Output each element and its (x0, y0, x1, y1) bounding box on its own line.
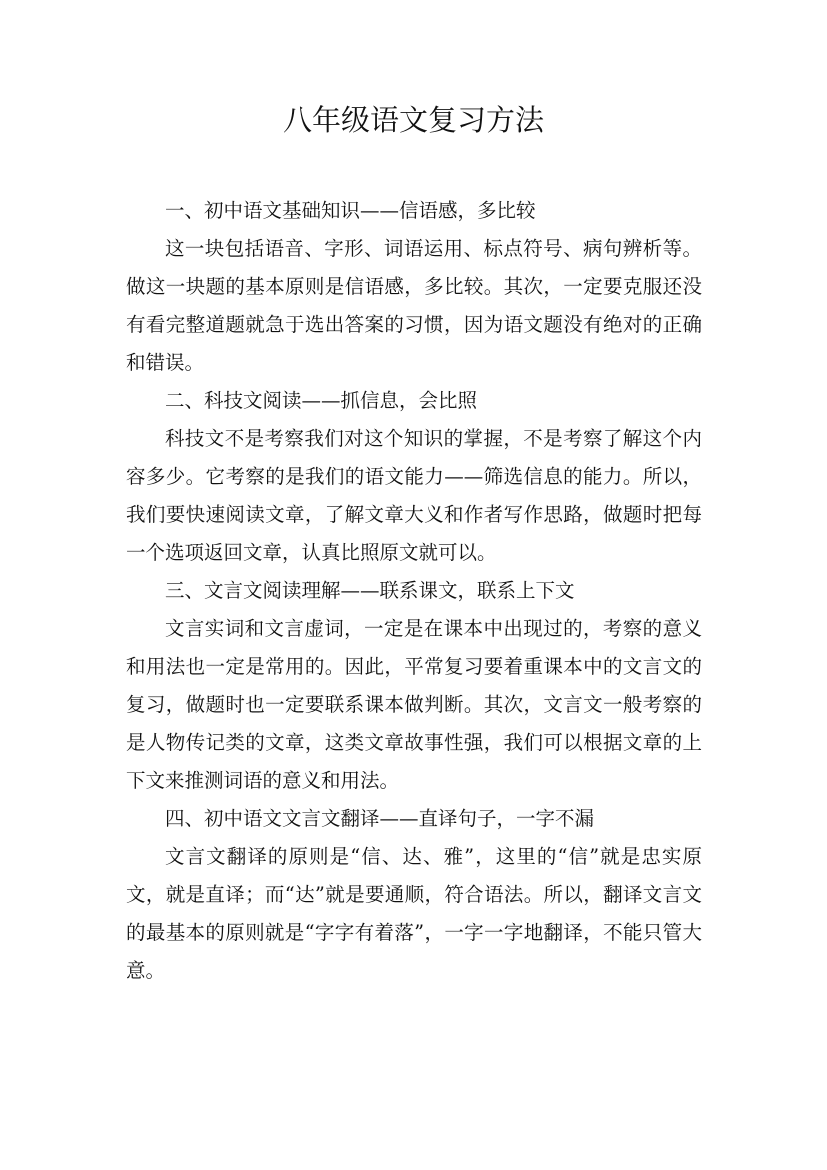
document-body (126, 192, 702, 990)
section-heading: 一、初中语文基础知识——信语感，多比较 (165, 199, 536, 222)
section-paragraph: 这一块包括语音、字形、词语运用、标点符号、病句辨析等。做这一块题的基本原则是信语感，多比较。其次，一定要克服还没有看完整道题就急于选出答案的习惯，因为语文题没有绝对的正确和错误。 (126, 237, 702, 374)
document-title: 八年级语文复习方法 (282, 103, 544, 137)
section-heading: 二、科技文阅读——抓信息，会比照 (165, 389, 478, 412)
section-paragraph: 文言实词和文言虚词，一定是在课本中出现过的，考察的意义和用法也一定是常用的。因此，平常复习要着重课本中的文言文的复习，做题时也一定要联系课本做判断。其次，文言文一般考察的是人物传记类的文章，这类文章故事性强，我们可以根据文章的上下文来推测词语的意义和用法。 (126, 617, 702, 792)
section-2 (126, 382, 702, 572)
section-paragraph: 科技文不是考察我们对这个知识的掌握，不是考察了解这个内容多少。它考察的是我们的语文能力——筛选信息的能力。所以，我们要快速阅读文章，了解文章大义和作者写作思路，做题时把每一个选项返回文章，认真比照原文就可以。 (126, 427, 702, 564)
section-3 (126, 572, 702, 800)
section-paragraph: 文言文翻译的原则是“信、达、雅”，这里的“信”就是忠实原文，就是直译；而“达”就是要通顺，符合语法。所以，翻译文言文的最基本的原则就是“字字有着落”，一字一字地翻译，不能只管大意。 (126, 845, 702, 982)
section-heading: 四、初中语文文言文翻译——直译句子，一字不漏 (165, 807, 595, 830)
section-4 (126, 800, 702, 990)
section-heading: 三、文言文阅读理解——联系课文，联系上下文 (165, 579, 575, 602)
section-1 (126, 192, 702, 382)
